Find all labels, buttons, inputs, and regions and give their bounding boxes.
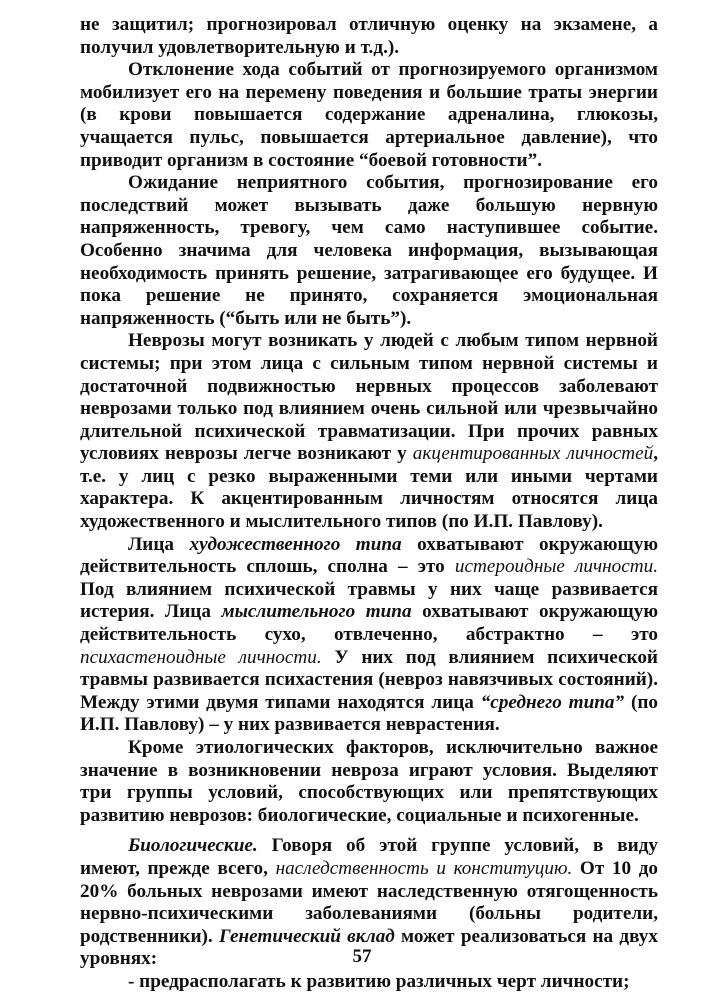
italic-term: акцентированных личностей — [412, 443, 654, 465]
page-number: 57 — [352, 946, 372, 967]
bold-italic-term: Биологические. — [128, 835, 258, 857]
text-run: Под влиянием психической травмы у них чаще развивается истерия. Лица — [80, 578, 658, 623]
paragraph — [80, 14, 658, 59]
text-run: (по И.П. Павлову) – у них развивается неврастения. — [80, 691, 659, 736]
paragraph — [80, 59, 658, 172]
body-text — [80, 14, 658, 994]
bold-italic-term: “среднего типа” — [480, 691, 625, 713]
paragraph — [80, 534, 658, 737]
text-run: может реализоваться на двух уровнях: — [80, 925, 658, 970]
text-run: Отклонение хода событий от прогнозируемого организмом мобилизует его на перемену поведения и большие траты энергии (в крови повышается содержание адреналина, глюкозы, учащается пульс, повышается артериальное давление), что приводит организм в состояние “боевой готовности”. — [80, 59, 658, 171]
italic-term: психастеноидные личности. — [80, 646, 322, 668]
text-run: Говоря об этой группе условий, в виду имеют, прежде всего, — [80, 835, 658, 879]
text-run: Кроме этиологических факторов, исключительно важное значение в возникновении невроза играют — [80, 737, 658, 781]
bold-term: условия. — [482, 759, 557, 781]
text-run: , т.е. у лиц с резко выраженными теми или иными чертами характера. К акцентированным личностям относятся лица художественного и мыслительного типов (по И.П. Павлову). — [80, 443, 658, 533]
paragraph — [80, 172, 658, 330]
bold-italic-term: художественного типа — [189, 533, 402, 555]
paragraph — [80, 330, 658, 533]
text-run: охватывают окружающую действительность сплошь, сполна – это — [80, 533, 658, 578]
bold-italic-term: мыслительного типа — [221, 601, 412, 623]
text-run: - предрасполагать к развитию различных черт личности; — [128, 970, 630, 992]
text-run: Ожидание неприятного события, прогнозирование его последствий может вызывать даже большую нервную напряженность, тревогу, чем само наступившее событие. Особенно значима для человека информация, вызывающая необходимость принять решение, затрагивающее его будущее. И пока решение не принято, сохраняется эмоциональная напряженность (“быть или не быть”). — [80, 172, 658, 329]
italic-term: наследственность и конституцию. — [275, 857, 573, 879]
bold-italic-term: Генетический вклад — [218, 925, 395, 947]
italic-term: истероидные личности. — [454, 556, 658, 578]
text-run: не защитил; прогнозировал отличную оценку на экзамене, а получил удовлетворительную и т.д.). — [80, 14, 658, 58]
text-run: Лица — [128, 533, 190, 555]
list-item — [80, 971, 658, 994]
paragraph — [80, 737, 658, 827]
text-run: Выделяют три группы условий, способствующих или препятствующих развитию неврозов: биологические, социальные и психогенные. — [80, 759, 658, 826]
text-run: От 10 до 20% больных неврозами имеют наследственную отягощенность нервно-психическими заболеваниями (больны родители, родственники). — [80, 857, 659, 947]
text-run: У них под влиянием психической травмы развивается психастения (невроз навязчивых состояний). Между этими двумя типами находятся лица — [80, 646, 658, 713]
text-run: охватывают окружающую действительность сухо, отвлеченно, абстрактно – это — [80, 601, 658, 646]
text-run: Неврозы могут возникать у людей с любым типом нервной системы; при этом лица с сильным типом нервной системы и достаточной подвижностью нервных процессов заболевают неврозами только под влиянием очень сильной или чрезвычайно длительной психической травматизации. При прочих равных условиях неврозы легче возникают у — [80, 330, 658, 465]
